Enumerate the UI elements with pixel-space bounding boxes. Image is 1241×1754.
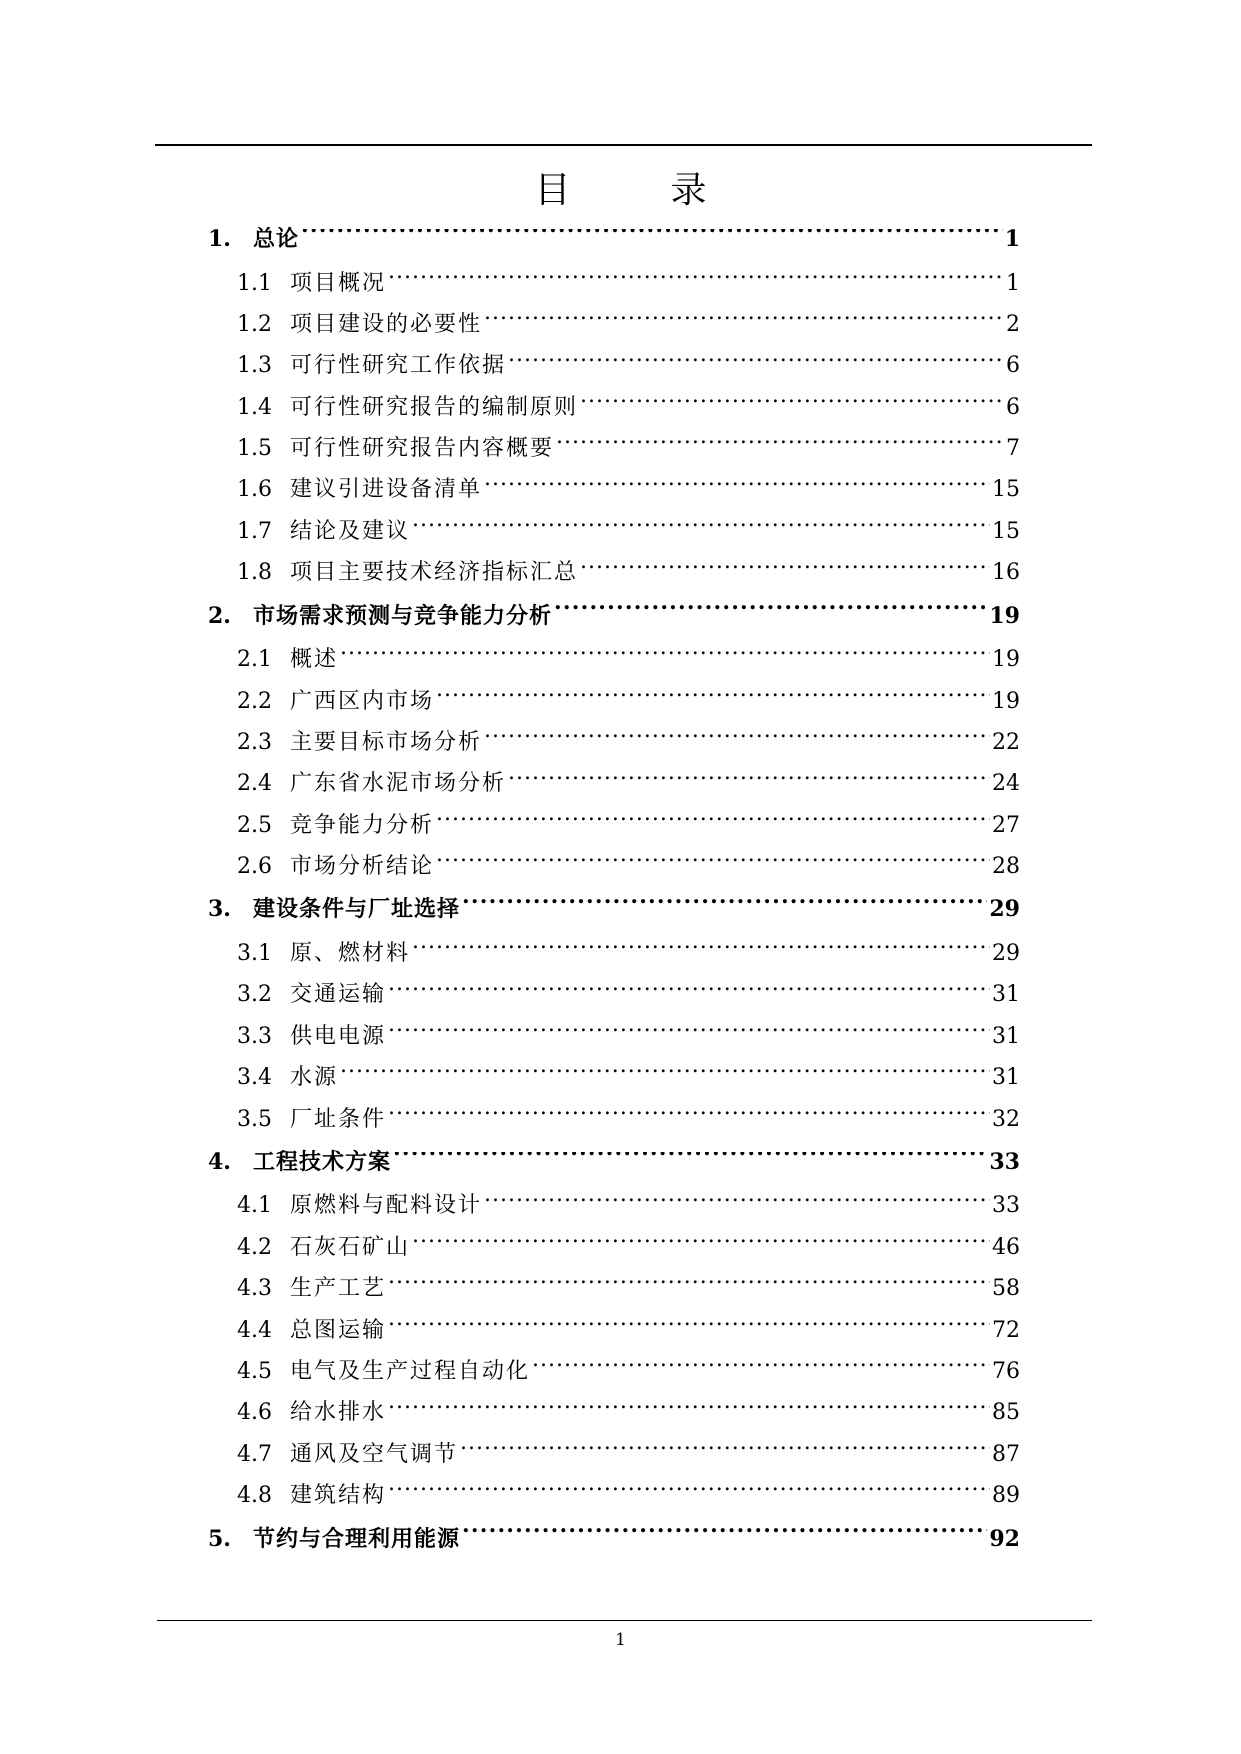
toc-entry-title: 通风及空气调节	[290, 1441, 459, 1467]
toc-leader-dots	[388, 1108, 990, 1130]
toc-entry-page: 1	[1004, 226, 1020, 252]
toc-section-entry[interactable]	[208, 552, 1020, 593]
toc-leader-dots	[388, 1485, 990, 1507]
toc-entry-number: 4.5	[237, 1358, 272, 1384]
toc-entry-title: 电气及生产过程自动化	[290, 1358, 531, 1384]
toc-entry-page: 19	[989, 602, 1020, 629]
toc-entry-number: 1.1	[237, 270, 272, 296]
toc-entry-title: 可行性研究报告内容概要	[290, 436, 555, 462]
toc-entry-number: 2.2	[237, 688, 272, 714]
toc-entry-page: 31	[992, 1065, 1020, 1091]
toc-section-entry[interactable]	[208, 345, 1020, 386]
toc-entry-title: 主要目标市场分析	[290, 729, 483, 755]
toc-entry-page: 24	[992, 771, 1020, 797]
toc-entry-number: 1.5	[237, 436, 272, 462]
toc-entry-title: 项目主要技术经济指标汇总	[290, 560, 579, 586]
toc-leader-dots	[436, 690, 990, 712]
toc-entry-page: 76	[992, 1358, 1020, 1384]
toc-entry-page: 85	[992, 1400, 1020, 1426]
toc-leader-dots	[412, 943, 990, 965]
toc-section-entry[interactable]	[208, 1475, 1020, 1516]
toc-entry-number: 2.1	[237, 647, 272, 673]
toc-section-entry[interactable]	[208, 1185, 1020, 1226]
toc-leader-dots	[412, 521, 990, 543]
toc-entry-title: 石灰石矿山	[290, 1234, 411, 1260]
toc-section-entry[interactable]	[208, 428, 1020, 469]
toc-entry-page: 31	[992, 1023, 1020, 1049]
toc-title	[0, 162, 1241, 213]
toc-entry-page: 33	[992, 1193, 1020, 1219]
toc-entry-page: 19	[992, 688, 1020, 714]
toc-section-entry[interactable]	[208, 1227, 1020, 1268]
toc-entry-number: 4.2	[237, 1234, 272, 1260]
toc-entry-title: 给水排水	[290, 1400, 387, 1426]
toc-entry-page: 33	[989, 1148, 1020, 1175]
toc-entry-number: 1.2	[237, 311, 272, 337]
toc-section-entry[interactable]	[208, 1392, 1020, 1433]
toc-leader-dots	[508, 773, 990, 795]
toc-leader-dots	[340, 649, 990, 671]
toc-entry-title: 生产工艺	[290, 1276, 387, 1302]
toc-chapter-entry[interactable]	[208, 1140, 1020, 1186]
toc-entry-number: 1.6	[237, 477, 272, 503]
toc-entry-title: 交通运输	[290, 982, 387, 1008]
toc-leader-dots	[580, 562, 990, 584]
toc-leader-dots	[388, 272, 1004, 294]
toc-leader-dots	[484, 1195, 990, 1217]
toc-section-entry[interactable]	[208, 1099, 1020, 1140]
toc-entry-title: 结论及建议	[290, 518, 411, 544]
toc-entry-number: 1.3	[237, 353, 272, 379]
toc-entry-page: 29	[992, 940, 1020, 966]
toc-entry-title: 竞争能力分析	[290, 812, 435, 838]
toc-leader-dots	[436, 814, 990, 836]
toc-entry-page: 32	[992, 1106, 1020, 1132]
toc-entry-number: 2.6	[237, 854, 272, 880]
toc-entry-title: 供电电源	[290, 1023, 387, 1049]
toc-entry-title: 原燃料与配料设计	[290, 1193, 483, 1219]
toc-section-entry[interactable]	[208, 681, 1020, 722]
toc-entry-number: 3.3	[237, 1023, 272, 1049]
toc-entry-title: 节约与合理利用能源	[253, 1525, 461, 1552]
toc-entry-page: 29	[989, 896, 1020, 923]
toc-entry-title: 厂址条件	[290, 1106, 387, 1132]
toc-entry-page: 19	[992, 647, 1020, 673]
toc-section-entry[interactable]	[208, 639, 1020, 680]
toc-entry-number: 4.8	[237, 1483, 272, 1509]
toc-entry-page: 15	[992, 477, 1020, 503]
toc-entry-page: 31	[992, 982, 1020, 1008]
toc-entry-page: 15	[992, 518, 1020, 544]
toc-entry-page: 1	[1006, 270, 1020, 296]
toc-entry-title: 项目建设的必要性	[290, 311, 483, 337]
toc-entry-number: 3.5	[237, 1106, 272, 1132]
toc-entry-number: 2.5	[237, 812, 272, 838]
toc-entry-number: 1.	[208, 226, 231, 252]
toc-leader-dots	[436, 856, 990, 878]
toc-section-entry[interactable]	[208, 304, 1020, 345]
toc-entry-number: 2.4	[237, 771, 272, 797]
toc-entry-number: 3.2	[237, 982, 272, 1008]
toc-leader-dots	[532, 1361, 990, 1383]
toc-entry-number: 1.8	[237, 560, 272, 586]
toc-leader-dots	[462, 899, 987, 921]
toc-section-entry[interactable]	[208, 763, 1020, 804]
toc-leader-dots	[484, 314, 1004, 336]
toc-section-entry[interactable]	[208, 263, 1020, 304]
toc-section-entry[interactable]	[208, 1268, 1020, 1309]
toc-leader-dots	[554, 605, 987, 627]
toc-entry-page: 16	[992, 560, 1020, 586]
toc-entry-number: 1.4	[237, 394, 272, 420]
toc-leader-dots	[484, 732, 990, 754]
toc-leader-dots	[388, 1278, 990, 1300]
toc-entry-page: 6	[1006, 394, 1020, 420]
toc-section-entry[interactable]	[208, 387, 1020, 428]
toc-chapter-entry[interactable]	[208, 887, 1020, 933]
toc-entry-page: 7	[1006, 436, 1020, 462]
toc-chapter-entry[interactable]	[208, 217, 1020, 263]
toc-leader-dots	[460, 1443, 990, 1465]
toc-title-char: 目	[534, 170, 571, 211]
toc-entry-number: 4.	[208, 1148, 231, 1175]
toc-title-char: 录	[670, 170, 707, 211]
toc-leader-dots	[340, 1067, 990, 1089]
toc-leader-dots	[388, 1402, 990, 1424]
toc-entry-number: 4.3	[237, 1276, 272, 1302]
toc-entry-page: 92	[989, 1525, 1020, 1552]
header-rule	[155, 144, 1092, 146]
toc-entry-page: 28	[992, 854, 1020, 880]
toc-section-entry[interactable]	[208, 469, 1020, 510]
toc-entry-number: 3.	[208, 896, 231, 923]
toc-entry-number: 4.6	[237, 1400, 272, 1426]
toc-section-entry[interactable]	[208, 511, 1020, 552]
toc-leader-dots	[484, 479, 990, 501]
toc-leader-dots	[462, 1528, 987, 1550]
toc-entry-title: 可行性研究工作依据	[290, 353, 507, 379]
toc-leader-dots	[393, 1152, 987, 1174]
toc-leader-dots	[301, 229, 1003, 251]
toc-entry-number: 4.1	[237, 1193, 272, 1219]
toc-leader-dots	[412, 1237, 990, 1259]
page-number: 1	[615, 1630, 626, 1650]
toc-chapter-entry[interactable]	[208, 594, 1020, 640]
toc-entry-page: 89	[992, 1483, 1020, 1509]
toc-entry-number: 1.7	[237, 518, 272, 544]
toc-entry-title: 广西区内市场	[290, 688, 435, 714]
table-of-contents	[208, 217, 1020, 1562]
toc-section-entry[interactable]	[208, 805, 1020, 846]
toc-entry-number: 4.7	[237, 1441, 272, 1467]
toc-section-entry[interactable]	[208, 1351, 1020, 1392]
toc-leader-dots	[556, 438, 1004, 460]
toc-entry-number: 5.	[208, 1525, 231, 1552]
toc-entry-title: 总图运输	[290, 1317, 387, 1343]
toc-section-entry[interactable]	[208, 1057, 1020, 1098]
toc-entry-title: 水源	[290, 1065, 339, 1091]
toc-leader-dots	[508, 355, 1004, 377]
footer-rule	[157, 1620, 1092, 1621]
toc-entry-title: 建设条件与厂址选择	[253, 896, 461, 923]
toc-leader-dots	[388, 984, 990, 1006]
toc-entry-title: 概述	[290, 647, 339, 673]
toc-section-entry[interactable]	[208, 974, 1020, 1015]
toc-section-entry[interactable]	[208, 1310, 1020, 1351]
toc-section-entry[interactable]	[208, 722, 1020, 763]
toc-section-entry[interactable]	[208, 1016, 1020, 1057]
toc-entry-page: 87	[992, 1441, 1020, 1467]
toc-entry-page: 6	[1006, 353, 1020, 379]
toc-leader-dots	[388, 1025, 990, 1047]
toc-section-entry[interactable]	[208, 846, 1020, 887]
toc-chapter-entry[interactable]	[208, 1517, 1020, 1563]
toc-entry-title: 市场需求预测与竞争能力分析	[253, 602, 553, 629]
toc-entry-page: 72	[992, 1317, 1020, 1343]
toc-entry-title: 原、燃材料	[290, 940, 411, 966]
toc-section-entry[interactable]	[208, 1434, 1020, 1475]
toc-entry-number: 2.3	[237, 729, 272, 755]
toc-entry-title: 广东省水泥市场分析	[290, 771, 507, 797]
toc-entry-title: 市场分析结论	[290, 854, 435, 880]
toc-entry-title: 总论	[253, 226, 300, 252]
toc-entry-title: 可行性研究报告的编制原则	[290, 394, 579, 420]
toc-entry-title: 建议引进设备清单	[290, 477, 483, 503]
toc-entry-page: 27	[992, 812, 1020, 838]
toc-entry-number: 3.4	[237, 1065, 272, 1091]
toc-entry-page: 58	[992, 1276, 1020, 1302]
toc-entry-title: 建筑结构	[290, 1483, 387, 1509]
toc-section-entry[interactable]	[208, 933, 1020, 974]
toc-entry-page: 2	[1006, 311, 1020, 337]
toc-entry-number: 3.1	[237, 940, 272, 966]
toc-entry-page: 46	[992, 1234, 1020, 1260]
toc-entry-title: 工程技术方案	[253, 1148, 392, 1175]
toc-entry-page: 22	[992, 729, 1020, 755]
toc-leader-dots	[388, 1319, 990, 1341]
toc-entry-number: 2.	[208, 602, 231, 629]
toc-entry-number: 4.4	[237, 1317, 272, 1343]
toc-leader-dots	[580, 396, 1004, 418]
toc-entry-title: 项目概况	[290, 270, 387, 296]
